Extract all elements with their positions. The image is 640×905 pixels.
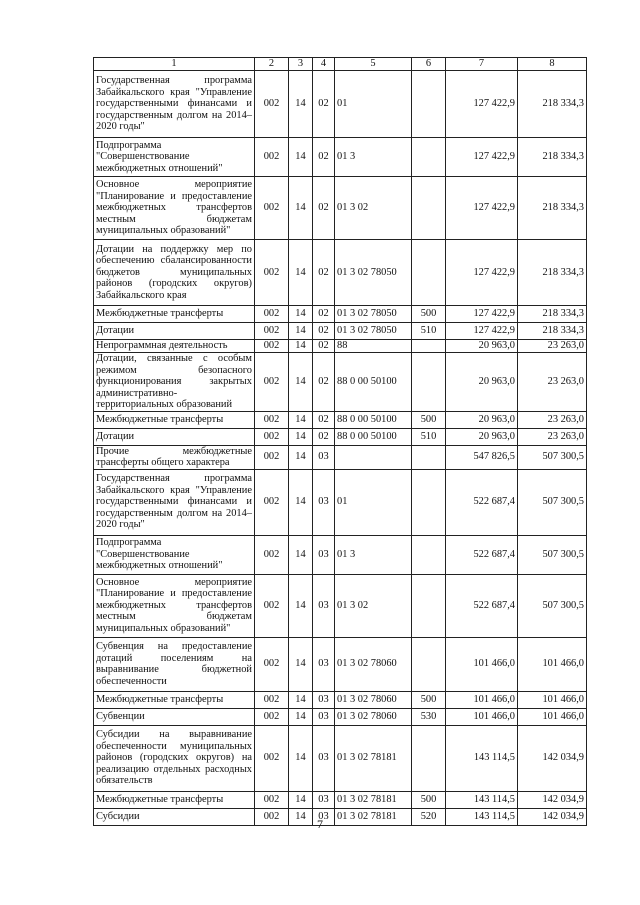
cell-target-article: 01 3 02 78181	[335, 808, 412, 825]
cell-amount-year-2: 507 300,5	[518, 469, 587, 535]
cell-section: 14	[289, 708, 313, 725]
cell-section: 14	[289, 71, 313, 138]
row-name: Подпрограмма "Совершенствование межбюджетных отношений"	[94, 138, 255, 177]
cell-target-article: 01 3 02	[335, 177, 412, 240]
cell-expense-type: 530	[412, 708, 446, 725]
cell-section: 14	[289, 240, 313, 306]
cell-section: 14	[289, 428, 313, 445]
cell-amount-year-2: 507 300,5	[518, 574, 587, 637]
table-row	[94, 725, 587, 791]
cell-ministry-code: 002	[255, 71, 289, 138]
cell-expense-type	[412, 574, 446, 637]
cell-target-article: 01 3 02 78060	[335, 691, 412, 708]
table-row	[94, 411, 587, 428]
cell-target-article: 01 3 02 78050	[335, 323, 412, 340]
cell-target-article: 01 3 02 78050	[335, 306, 412, 323]
row-name: Субсидии	[94, 808, 255, 825]
row-name: Непрограммная деятельность	[94, 340, 255, 353]
cell-ministry-code: 002	[255, 411, 289, 428]
cell-target-article: 01 3	[335, 535, 412, 574]
cell-amount-year-1: 20 963,0	[446, 353, 518, 412]
cell-amount-year-2: 218 334,3	[518, 323, 587, 340]
cell-section: 14	[289, 469, 313, 535]
cell-amount-year-1: 20 963,0	[446, 411, 518, 428]
row-name: Субвенции	[94, 708, 255, 725]
cell-amount-year-1: 522 687,4	[446, 469, 518, 535]
row-name: Межбюджетные трансферты	[94, 411, 255, 428]
table-row	[94, 428, 587, 445]
cell-ministry-code: 002	[255, 306, 289, 323]
cell-amount-year-1: 127 422,9	[446, 138, 518, 177]
cell-amount-year-1: 143 114,5	[446, 791, 518, 808]
cell-expense-type	[412, 445, 446, 469]
cell-target-article: 88 0 00 50100	[335, 353, 412, 412]
cell-section: 14	[289, 306, 313, 323]
cell-expense-type: 520	[412, 808, 446, 825]
row-name: Дотации, связанные с особым режимом безопасного функционирования закрытых административно-территориальных образований	[94, 353, 255, 412]
table-row	[94, 445, 587, 469]
cell-subsection: 02	[313, 428, 335, 445]
cell-expense-type	[412, 240, 446, 306]
cell-subsection: 02	[313, 353, 335, 412]
cell-ministry-code: 002	[255, 340, 289, 353]
cell-ministry-code: 002	[255, 138, 289, 177]
cell-amount-year-1: 522 687,4	[446, 535, 518, 574]
cell-ministry-code: 002	[255, 691, 289, 708]
cell-expense-type	[412, 353, 446, 412]
cell-section: 14	[289, 691, 313, 708]
cell-section: 14	[289, 138, 313, 177]
cell-expense-type	[412, 71, 446, 138]
cell-subsection: 03	[313, 574, 335, 637]
cell-amount-year-1: 127 422,9	[446, 71, 518, 138]
cell-ministry-code: 002	[255, 240, 289, 306]
cell-section: 14	[289, 808, 313, 825]
table-row	[94, 353, 587, 412]
cell-ministry-code: 002	[255, 469, 289, 535]
cell-section: 14	[289, 353, 313, 412]
cell-target-article: 88 0 00 50100	[335, 428, 412, 445]
table-row	[94, 340, 587, 353]
cell-target-article: 01 3 02 78050	[335, 240, 412, 306]
cell-section: 14	[289, 323, 313, 340]
cell-subsection: 02	[313, 138, 335, 177]
cell-target-article: 88 0 00 50100	[335, 411, 412, 428]
cell-section: 14	[289, 574, 313, 637]
cell-target-article: 01 3 02 78181	[335, 725, 412, 791]
cell-section: 14	[289, 177, 313, 240]
row-name: Государственная программа Забайкальского края "Управление государственными финансами и государственным долгом на 2014–2020 годы"	[94, 71, 255, 138]
cell-amount-year-2: 142 034,9	[518, 791, 587, 808]
column-header-7: 7	[446, 58, 518, 71]
row-name: Субвенция на предоставление дотаций поселениям на выравнивание бюджетной обеспеченности	[94, 637, 255, 691]
cell-subsection: 02	[313, 411, 335, 428]
cell-amount-year-1: 20 963,0	[446, 340, 518, 353]
cell-ministry-code: 002	[255, 637, 289, 691]
cell-target-article: 01 3 02 78060	[335, 637, 412, 691]
cell-ministry-code: 002	[255, 535, 289, 574]
column-header-4: 4	[313, 58, 335, 71]
cell-amount-year-2: 101 466,0	[518, 637, 587, 691]
cell-amount-year-2: 218 334,3	[518, 240, 587, 306]
cell-section: 14	[289, 340, 313, 353]
cell-target-article: 01 3	[335, 138, 412, 177]
column-header-1: 1	[94, 58, 255, 71]
cell-amount-year-1: 101 466,0	[446, 637, 518, 691]
cell-amount-year-2: 218 334,3	[518, 306, 587, 323]
cell-subsection: 03	[313, 808, 335, 825]
cell-expense-type	[412, 535, 446, 574]
cell-amount-year-2: 507 300,5	[518, 445, 587, 469]
cell-subsection: 03	[313, 535, 335, 574]
cell-subsection: 03	[313, 691, 335, 708]
column-header-3: 3	[289, 58, 313, 71]
cell-ministry-code: 002	[255, 708, 289, 725]
header-row	[94, 58, 587, 71]
cell-expense-type: 500	[412, 411, 446, 428]
column-header-5: 5	[335, 58, 412, 71]
cell-ministry-code: 002	[255, 353, 289, 412]
cell-target-article: 01 3 02 78060	[335, 708, 412, 725]
cell-subsection: 02	[313, 240, 335, 306]
table-row	[94, 240, 587, 306]
cell-expense-type: 500	[412, 691, 446, 708]
cell-amount-year-2: 507 300,5	[518, 535, 587, 574]
cell-amount-year-1: 20 963,0	[446, 428, 518, 445]
cell-subsection: 03	[313, 725, 335, 791]
page-number: 7	[317, 817, 323, 831]
cell-amount-year-1: 143 114,5	[446, 808, 518, 825]
table-row	[94, 177, 587, 240]
cell-target-article: 01	[335, 71, 412, 138]
cell-expense-type: 510	[412, 323, 446, 340]
cell-section: 14	[289, 791, 313, 808]
cell-target-article: 88	[335, 340, 412, 353]
cell-amount-year-2: 218 334,3	[518, 138, 587, 177]
row-name: Прочие межбюджетные трансферты общего характера	[94, 445, 255, 469]
table-row	[94, 708, 587, 725]
row-name: Дотации	[94, 428, 255, 445]
row-name: Межбюджетные трансферты	[94, 691, 255, 708]
cell-subsection: 02	[313, 323, 335, 340]
table-row	[94, 306, 587, 323]
column-header-6: 6	[412, 58, 446, 71]
cell-expense-type	[412, 138, 446, 177]
cell-target-article: 01	[335, 469, 412, 535]
cell-amount-year-2: 218 334,3	[518, 177, 587, 240]
cell-subsection: 03	[313, 708, 335, 725]
cell-ministry-code: 002	[255, 445, 289, 469]
cell-amount-year-2: 101 466,0	[518, 691, 587, 708]
cell-amount-year-1: 101 466,0	[446, 691, 518, 708]
cell-subsection: 03	[313, 445, 335, 469]
cell-amount-year-2: 23 263,0	[518, 353, 587, 412]
row-name: Дотации	[94, 323, 255, 340]
row-name: Межбюджетные трансферты	[94, 306, 255, 323]
cell-expense-type	[412, 637, 446, 691]
cell-ministry-code: 002	[255, 791, 289, 808]
cell-section: 14	[289, 637, 313, 691]
cell-amount-year-1: 143 114,5	[446, 725, 518, 791]
cell-subsection: 03	[313, 469, 335, 535]
cell-section: 14	[289, 411, 313, 428]
cell-subsection: 02	[313, 71, 335, 138]
cell-section: 14	[289, 725, 313, 791]
cell-ministry-code: 002	[255, 428, 289, 445]
cell-subsection: 02	[313, 177, 335, 240]
table-row	[94, 71, 587, 138]
row-name: Основное мероприятие "Планирование и предоставление межбюджетных трансфертов местным бюджетам муниципальных образований"	[94, 177, 255, 240]
cell-amount-year-2: 142 034,9	[518, 725, 587, 791]
table-row	[94, 637, 587, 691]
row-name: Государственная программа Забайкальского края "Управление государственными финансами и государственным долгом на 2014–2020 годы"	[94, 469, 255, 535]
row-name: Межбюджетные трансферты	[94, 791, 255, 808]
cell-expense-type: 500	[412, 306, 446, 323]
cell-amount-year-2: 142 034,9	[518, 808, 587, 825]
cell-amount-year-1: 101 466,0	[446, 708, 518, 725]
cell-amount-year-1: 127 422,9	[446, 323, 518, 340]
cell-ministry-code: 002	[255, 323, 289, 340]
table-body	[94, 71, 587, 826]
cell-expense-type: 510	[412, 428, 446, 445]
cell-expense-type	[412, 725, 446, 791]
table-row	[94, 323, 587, 340]
column-header-8: 8	[518, 58, 587, 71]
cell-ministry-code: 002	[255, 725, 289, 791]
cell-section: 14	[289, 535, 313, 574]
cell-subsection: 02	[313, 340, 335, 353]
column-header-2: 2	[255, 58, 289, 71]
cell-ministry-code: 002	[255, 808, 289, 825]
table-row	[94, 691, 587, 708]
cell-target-article	[335, 445, 412, 469]
cell-ministry-code: 002	[255, 177, 289, 240]
row-name: Субсидии на выравнивание обеспеченности муниципальных районов (городских округов) на реализацию отдельных расходных обязательств	[94, 725, 255, 791]
row-name: Подпрограмма "Совершенствование межбюджетных отношений"	[94, 535, 255, 574]
cell-amount-year-2: 23 263,0	[518, 411, 587, 428]
cell-amount-year-2: 23 263,0	[518, 428, 587, 445]
cell-amount-year-2: 23 263,0	[518, 340, 587, 353]
cell-amount-year-1: 127 422,9	[446, 177, 518, 240]
cell-amount-year-1: 547 826,5	[446, 445, 518, 469]
cell-amount-year-2: 218 334,3	[518, 71, 587, 138]
cell-amount-year-1: 522 687,4	[446, 574, 518, 637]
cell-ministry-code: 002	[255, 574, 289, 637]
row-name: Основное мероприятие "Планирование и предоставление межбюджетных трансфертов местным бюджетам муниципальных образований"	[94, 574, 255, 637]
cell-amount-year-1: 127 422,9	[446, 240, 518, 306]
cell-subsection: 02	[313, 306, 335, 323]
cell-expense-type	[412, 469, 446, 535]
table-row	[94, 791, 587, 808]
table-row	[94, 138, 587, 177]
cell-target-article: 01 3 02 78181	[335, 791, 412, 808]
cell-expense-type: 500	[412, 791, 446, 808]
cell-target-article: 01 3 02	[335, 574, 412, 637]
cell-expense-type	[412, 177, 446, 240]
cell-subsection: 03	[313, 791, 335, 808]
budget-table	[93, 57, 587, 826]
table-row	[94, 574, 587, 637]
cell-subsection: 03	[313, 637, 335, 691]
cell-section: 14	[289, 445, 313, 469]
cell-expense-type	[412, 340, 446, 353]
table-row	[94, 469, 587, 535]
table-row	[94, 535, 587, 574]
row-name: Дотации на поддержку мер по обеспечению сбалансированности бюджетов муниципальных районов (городских округов) Забайкальского края	[94, 240, 255, 306]
cell-amount-year-2: 101 466,0	[518, 708, 587, 725]
cell-amount-year-1: 127 422,9	[446, 306, 518, 323]
